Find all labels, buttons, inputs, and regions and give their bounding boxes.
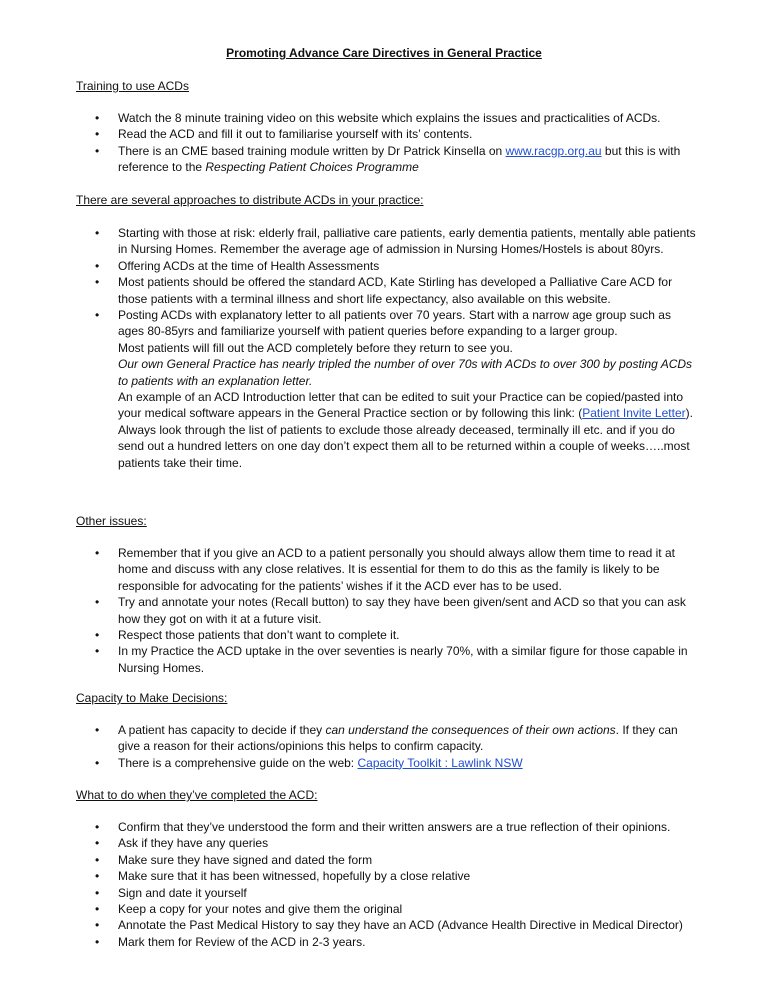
bullet-icon: • (95, 111, 100, 125)
document-title: Promoting Advance Care Directives in General Practice (226, 46, 542, 60)
bullet-icon: • (95, 820, 100, 834)
section-heading-other: Other issues: (76, 514, 147, 528)
section-heading-completed: What to do when they’ve completed the ACD: (76, 788, 318, 802)
section-heading-training: Training to use ACDs (76, 79, 189, 93)
bullet-icon: • (95, 755, 100, 770)
bullet-icon: • (95, 546, 100, 560)
capacity-list (76, 722, 698, 771)
list-item: • Most patients should be offered the standard ACD, Kate Stirling has developed a Palliative Care ACD for those patients with a terminal illness and short life expectancy, also available on this website. (95, 275, 673, 306)
list-item: • Respect those patients that don’t want to complete it. (95, 628, 400, 643)
list-item: • Remember that if you give an ACD to a patient personally you should always allow them time to read it at home and discuss with any close relatives. It is essential for them to do this as the family is likely to be responsible for advocating for the patients’ wishes if it the ACD ever has to be used. (95, 546, 675, 593)
completed-list (76, 819, 698, 950)
training-list (76, 110, 698, 176)
list-item: • Make sure that it has been witnessed, hopefully by a close relative (95, 869, 471, 884)
list-item: • Watch the 8 minute training video on this website which explains the issues and practicalities of ACDs. (95, 111, 661, 125)
bullet-icon: • (95, 143, 100, 158)
bullet-icon: • (95, 723, 100, 737)
other-issues-list (76, 545, 698, 676)
list-item: • Posting ACDs with explanatory letter to all patients over 70 years. Start with a narrow age group such as ages 80-85yrs and familiarize yourself with patient queries before expanding to a larger group. Most patients will fill out the ACD completely before they return to see you. Our own General Practice has nearly tripled the number of over 70s with ACDs to over 300 by posting ACDs to patients with an explanation letter. An example of an ACD Introduction letter that can be edited to suit your Practice can be copied/pasted into your medical software appears in the General Practice section or by following this link: (Patient Invite Letter). Always look through the list of patients to exclude those already deceased, terminally ill etc. and if you do send out a hundred letters on one day don’t expect them all to be returned within a couple of weeks…..most patients take their time. (95, 308, 693, 470)
bullet-icon: • (95, 934, 100, 949)
list-item: • Make sure they have signed and dated the form (95, 852, 373, 867)
list-item: • Mark them for Review of the ACD in 2-3 years. (95, 934, 366, 949)
racgp-link[interactable]: www.racgp.org.au (505, 143, 602, 158)
bullet-icon: • (95, 885, 100, 900)
bullet-icon: • (95, 308, 100, 323)
list-item: • Sign and date it yourself (95, 885, 247, 900)
list-item: • In my Practice the ACD uptake in the over seventies is nearly 70%, with a similar figure for those capable in Nursing Homes. (95, 644, 688, 675)
bullet-icon: • (95, 836, 100, 851)
bullet-icon: • (95, 595, 100, 610)
list-item: • Offering ACDs at the time of Health Assessments (95, 258, 380, 273)
bullet-icon: • (95, 852, 100, 867)
bullet-icon: • (95, 226, 100, 240)
bullet-icon: • (95, 127, 100, 142)
patient-invite-letter-link[interactable]: Patient Invite Letter (582, 406, 686, 421)
list-item: • Try and annotate your notes (Recall button) to say they have been given/sent and ACD so that you can ask how they got on with it at a future visit. (95, 595, 686, 626)
list-item: • Confirm that they’ve understood the form and their written answers are a true reflection of their opinions. (95, 820, 671, 834)
section-heading-approaches: There are several approaches to distribute ACDs in your practice: (76, 193, 424, 207)
list-item: • Annotate the Past Medical History to say they have an ACD (Advance Health Directive in Medical Director) (95, 918, 683, 933)
list-item: • Keep a copy for your notes and give them the original (95, 902, 403, 917)
list-item: • A patient has capacity to decide if they can understand the consequences of their own actions. If they can give a reason for their actions/opinions this helps to confirm capacity. (95, 723, 678, 754)
section-heading-capacity: Capacity to Make Decisions: (76, 691, 228, 705)
list-item: • Starting with those at risk: elderly frail, palliative care patients, early dementia patients, mentally able patients in Nursing Homes. Remember the average age of admission in Nursing Homes/Hostels is about 80yrs. (95, 226, 696, 257)
capacity-toolkit-link[interactable]: Capacity Toolkit : Lawlink NSW (357, 755, 523, 770)
approaches-list (76, 225, 698, 471)
bullet-icon: • (95, 275, 100, 290)
bullet-icon: • (95, 902, 100, 917)
bullet-icon: • (95, 258, 100, 273)
list-item: • Ask if they have any queries (95, 836, 269, 851)
list-item: • Read the ACD and fill it out to familiarise yourself with its’ contents. (95, 127, 473, 142)
bullet-icon: • (95, 628, 100, 643)
list-item: • There is an CME based training module written by Dr Patrick Kinsella on www.racgp.org.au but this is with reference to the Respecting Patient Choices Programme (95, 143, 681, 175)
list-item: • There is a comprehensive guide on the web: Capacity Toolkit : Lawlink NSW (95, 755, 523, 770)
bullet-icon: • (95, 644, 100, 659)
bullet-icon: • (95, 869, 100, 884)
bullet-icon: • (95, 918, 100, 933)
